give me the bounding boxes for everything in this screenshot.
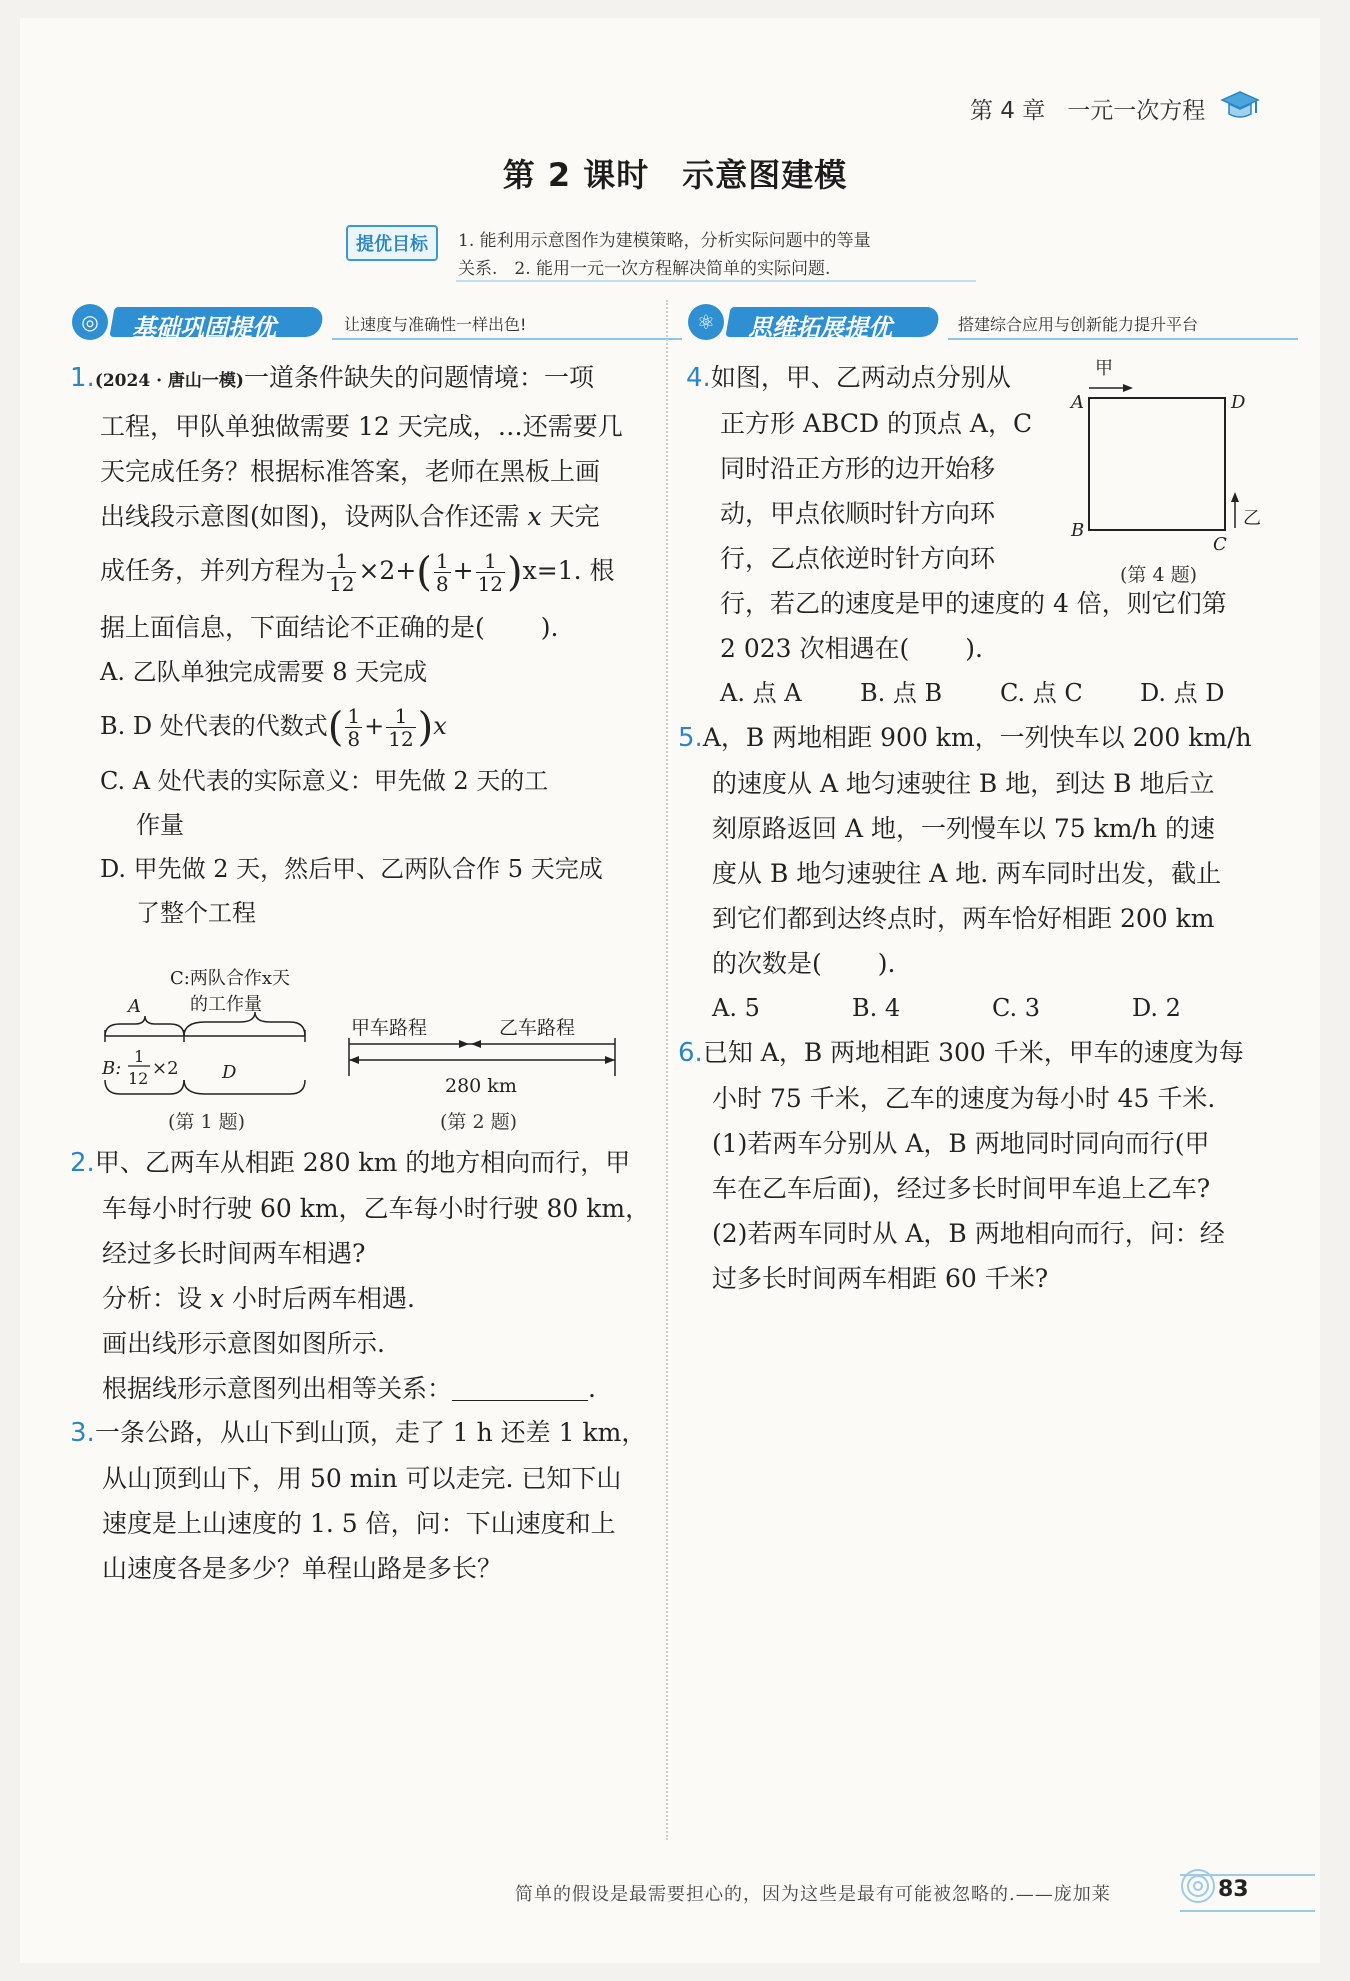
- brace-a: [105, 1016, 184, 1036]
- denominator: 8: [347, 726, 361, 751]
- question-number: 2.: [70, 1148, 95, 1178]
- arrow-yi-head: [1231, 492, 1239, 502]
- q1-option-d[interactable]: [70, 847, 660, 935]
- q1-text: ).: [540, 612, 559, 642]
- brace-d: [184, 1080, 305, 1094]
- arrow-jia: [459, 1040, 469, 1048]
- chapter-header: [970, 92, 1205, 125]
- denominator: 12: [477, 572, 504, 596]
- goal-underline: [456, 280, 976, 282]
- fig2-distance: 280 km: [445, 1075, 517, 1097]
- goal-line-1: 1. 能利用示意图作为建模策略，分析实际问题中的等量: [458, 231, 871, 251]
- banner-underline: [332, 338, 682, 340]
- section-label: 基础巩固提优: [132, 314, 276, 342]
- q2-text: 分析：设: [102, 1284, 210, 1313]
- numerator: 1: [327, 550, 356, 573]
- right-paren: ): [417, 704, 434, 750]
- arrow-right: [605, 1056, 615, 1064]
- graduation-cap-icon: [1218, 86, 1262, 126]
- denominator: 12: [388, 726, 414, 751]
- answer-blank[interactable]: [452, 1374, 588, 1401]
- option-text: B. D 处代表的代数式: [100, 711, 328, 740]
- page-title: 第 2 课时 示意图建模: [502, 156, 848, 194]
- denominator: 8: [435, 572, 449, 596]
- question-6: [678, 1030, 1288, 1301]
- q3-text: 一条公路，从山下到山顶，走了 1 h 还差 1 km，: [94, 1418, 647, 1447]
- q1-text: x=1. 根: [522, 556, 615, 585]
- fraction: [327, 550, 356, 595]
- figure-4-caption: (第 4 题): [1120, 564, 1197, 586]
- fig1-times-two: ×2: [152, 1058, 179, 1079]
- numerator: 1: [476, 550, 505, 573]
- banner-underline: [948, 338, 1298, 340]
- q6-line-4: 车在乙车后面)，经过多长时间甲车追上乙车?: [712, 1174, 1211, 1203]
- q4-line-7: [686, 626, 1286, 671]
- fig4-label-yi: 乙: [1243, 508, 1261, 529]
- question-number: 3.: [70, 1418, 95, 1448]
- column-divider: [666, 300, 668, 1840]
- q2-line-6: [70, 1366, 660, 1411]
- fig1-frac-denominator: 12: [128, 1069, 149, 1088]
- option-text: 作量: [136, 811, 184, 839]
- vertex-b: B: [1071, 520, 1085, 541]
- q2-text: .: [588, 1374, 596, 1403]
- section-tag: 让速度与准确性一样出色!: [344, 315, 527, 334]
- q5-line-4: 度从 B 地匀速驶往 A 地. 两车同时出发，截止: [712, 859, 1222, 888]
- vertex-c: C: [1213, 534, 1227, 555]
- fig1-label-a: A: [128, 996, 141, 1017]
- q4-text: 2 023 次相遇在(: [720, 634, 910, 663]
- q5-text: A，B 两地相距 900 km，一列快车以 200 km/h: [702, 723, 1252, 752]
- section-banner-basic: [72, 304, 692, 340]
- fig2-label-yi: 乙车路程: [499, 1017, 576, 1039]
- q1-text: 一道条件缺失的问题情境：一项: [243, 363, 594, 392]
- chapter-number: 第 4 章: [970, 98, 1046, 124]
- q1-line-2: 工程，甲队单独做需要 12 天完成，…还需要几: [100, 412, 623, 441]
- q5-line-3: 刻原路返回 A 地，一列慢车以 75 km/h 的速: [712, 814, 1215, 843]
- numerator: 1: [386, 705, 415, 728]
- section-tag: 搭建综合应用与创新能力提升平台: [958, 315, 1199, 334]
- q3-line-1: [70, 1410, 660, 1456]
- q6-line-2: 小时 75 千米，乙车的速度为每小时 45 千米.: [712, 1084, 1216, 1113]
- q1-option-c[interactable]: [70, 759, 660, 847]
- q6-text: 已知 A，B 两地相距 300 千米，甲车的速度为每: [702, 1038, 1244, 1067]
- atom-icon: ⚛: [688, 304, 724, 340]
- q1-line-4: [70, 494, 660, 539]
- arrow-jia-head: [1123, 384, 1133, 392]
- q5-line-1: [678, 715, 1288, 761]
- fig1-label-b: B:: [102, 1058, 122, 1079]
- q3-line-4: 山速度各是多少？单程山路是多长？: [102, 1554, 503, 1583]
- fig1-label-d: D: [222, 1062, 237, 1083]
- fig1-label-c2: 的工作量: [190, 994, 262, 1015]
- q1-text: 成任务，并列方程为: [100, 556, 326, 585]
- denominator: 12: [329, 572, 355, 596]
- section-label: 思维拓展提优: [748, 314, 892, 342]
- q1-text: 出线段示意图(如图)，设两队合作还需: [100, 502, 528, 531]
- fig1-label-c: C:两队合作x天: [170, 968, 290, 989]
- q5-options: [678, 986, 1288, 1030]
- question-number: 4.: [686, 363, 711, 393]
- q4-line-6: 行，若乙的速度是甲的速度的 4 倍，则它们第: [720, 589, 1227, 618]
- fraction: [386, 705, 415, 750]
- q1-text: 天完: [541, 502, 600, 531]
- q1-option-b[interactable]: B. D 处代表的代数式( $\frac{1}{8}$ + $\frac{1}{12}$ )x: [100, 703, 447, 751]
- numerator: 1: [435, 549, 449, 573]
- q4-option-d[interactable]: D. 点 D: [1140, 679, 1225, 707]
- option-text: 了整个工程: [136, 899, 256, 927]
- q1-equation-line: 成任务，并列方程为 $\frac{1}{12}$ ×2+( $\frac{1}{8}$ + $\frac{1}{12}$ )x=1. 根: [100, 549, 615, 596]
- q5-line-5: 到它们都到达终点时，两车恰好相距 200 km: [712, 904, 1215, 933]
- q2-text: 小时后两车相遇.: [224, 1284, 415, 1313]
- q4-line-5: 行，乙点依逆时针方向环: [720, 544, 996, 573]
- question-5: [678, 715, 1288, 1030]
- q1-text: ×2+: [358, 556, 417, 585]
- fig1-frac-numerator: 1: [134, 1047, 145, 1066]
- q6-line-5: (2)若两车同时从 A，B 两地相向而行，问：经: [712, 1219, 1225, 1248]
- q2-line-4: [70, 1276, 660, 1321]
- q2-line-3: 经过多长时间两车相遇?: [102, 1239, 366, 1268]
- q6-line-6: 过多长时间两车相距 60 千米?: [712, 1264, 1049, 1293]
- q5-option-d[interactable]: D. 2: [1132, 994, 1181, 1022]
- section-banner-extend: [688, 304, 1328, 340]
- q1-line-3: 天完成任务？根据标准答案，老师在黑板上画: [100, 457, 601, 486]
- q6-line-1: [678, 1030, 1288, 1076]
- square-abcd: [1089, 398, 1225, 530]
- q5-text: ).: [877, 949, 896, 978]
- question-number: 6.: [678, 1038, 703, 1068]
- q3-line-3: 速度是上山速度的 1. 5 倍，问：下山速度和上: [102, 1509, 616, 1538]
- figure-1-caption: (第 1 题): [168, 1111, 245, 1133]
- q4-text: ).: [965, 634, 983, 663]
- page-swirl-icon: [1178, 1866, 1218, 1906]
- q4-line-4: 动，甲点依顺时针方向环: [720, 499, 996, 528]
- fraction: [434, 550, 451, 595]
- goal-badge: 提优目标: [346, 225, 438, 261]
- q4-line-2: 正方形 ABCD 的顶点 A，C: [720, 409, 1033, 438]
- question-number: 5.: [678, 723, 703, 753]
- variable-x: x: [527, 502, 542, 531]
- option-text: C. A 处代表的实际意义：甲先做 2 天的工: [100, 767, 549, 795]
- q6-line-3: (1)若两车分别从 A，B 两地同时同向而行(甲: [712, 1129, 1210, 1158]
- variable-x: x: [433, 711, 447, 740]
- q5-option-c[interactable]: C. 3: [992, 994, 1041, 1022]
- vertex-d: D: [1231, 392, 1246, 413]
- figure-4-square: [1065, 352, 1275, 555]
- variable-x: x: [209, 1284, 225, 1313]
- q1-text: 据上面信息，下面结论不正确的是(: [100, 612, 485, 642]
- q2-text: 甲、乙两车从相距 280 km 的地方相向而行，甲: [94, 1148, 631, 1177]
- goal-line-2: 关系. 2. 能用一元一次方程解决简单的实际问题.: [458, 259, 831, 279]
- q5-option-a[interactable]: A. 5: [712, 994, 760, 1022]
- q2-line-2: 车每小时行驶 60 km，乙车每小时行驶 80 km，: [102, 1194, 651, 1223]
- numerator: 1: [347, 703, 361, 728]
- right-paren: ): [507, 549, 523, 596]
- fraction: [345, 705, 362, 750]
- question-number: 1.: [70, 363, 95, 393]
- left-paren: (: [416, 549, 432, 596]
- arrow-left: [349, 1056, 359, 1064]
- question-2: [70, 1140, 660, 1411]
- brace-c: [184, 1012, 305, 1036]
- goal-text: [458, 227, 978, 283]
- vertex-a: A: [1071, 392, 1084, 413]
- figure-2-caption: (第 2 题): [440, 1111, 517, 1133]
- left-paren: (: [327, 704, 344, 750]
- q1-line-1: [70, 355, 660, 404]
- question-3: [70, 1410, 660, 1591]
- page-number: 83: [1218, 1877, 1249, 1902]
- fig2-label-jia: 甲车路程: [351, 1017, 428, 1039]
- q3-line-2: 从山顶到山下，用 50 min 可以走完. 已知下山: [102, 1464, 622, 1493]
- q5-line-6: [678, 941, 1288, 986]
- q2-line-1: [70, 1140, 660, 1186]
- q1-option-a[interactable]: A. 乙队单独完成需要 8 天完成: [100, 657, 428, 686]
- q4-options: [686, 671, 1286, 715]
- arrow-yi: [471, 1040, 481, 1048]
- q4-option-b[interactable]: B. 点 B: [860, 679, 943, 707]
- q5-text: 的次数是(: [712, 949, 822, 978]
- q2-text: 根据线形示意图列出相等关系：: [102, 1374, 453, 1403]
- q4-option-a[interactable]: A. 点 A: [720, 679, 802, 707]
- target-icon: ◎: [72, 304, 108, 340]
- chapter-name: 一元一次方程: [1067, 98, 1206, 124]
- q2-line-5: 画出线形示意图如图所示.: [102, 1329, 385, 1358]
- figure-2-diagram: [345, 1010, 625, 1110]
- question-1: [70, 355, 660, 935]
- footer-quote: 简单的假设是最需要担心的，因为这些是最有可能被忽略的.——庞加莱: [515, 1884, 1111, 1905]
- q4-text: 如图，甲、乙两动点分别从: [710, 363, 1011, 392]
- q5-line-2: 的速度从 A 地匀速驶往 B 地，到达 B 地后立: [712, 769, 1215, 798]
- q4-line-3: 同时沿正方形的边开始移: [720, 454, 996, 483]
- question-source: (2024 · 唐山一模): [94, 371, 244, 391]
- q1-line-6: [70, 605, 660, 650]
- fraction: [476, 550, 505, 595]
- q5-option-b[interactable]: B. 4: [852, 994, 901, 1022]
- q4-option-c[interactable]: C. 点 C: [1000, 679, 1083, 707]
- fig4-label-jia: 甲: [1095, 358, 1113, 379]
- option-text: D. 甲先做 2 天，然后甲、乙两队合作 5 天完成: [100, 855, 603, 883]
